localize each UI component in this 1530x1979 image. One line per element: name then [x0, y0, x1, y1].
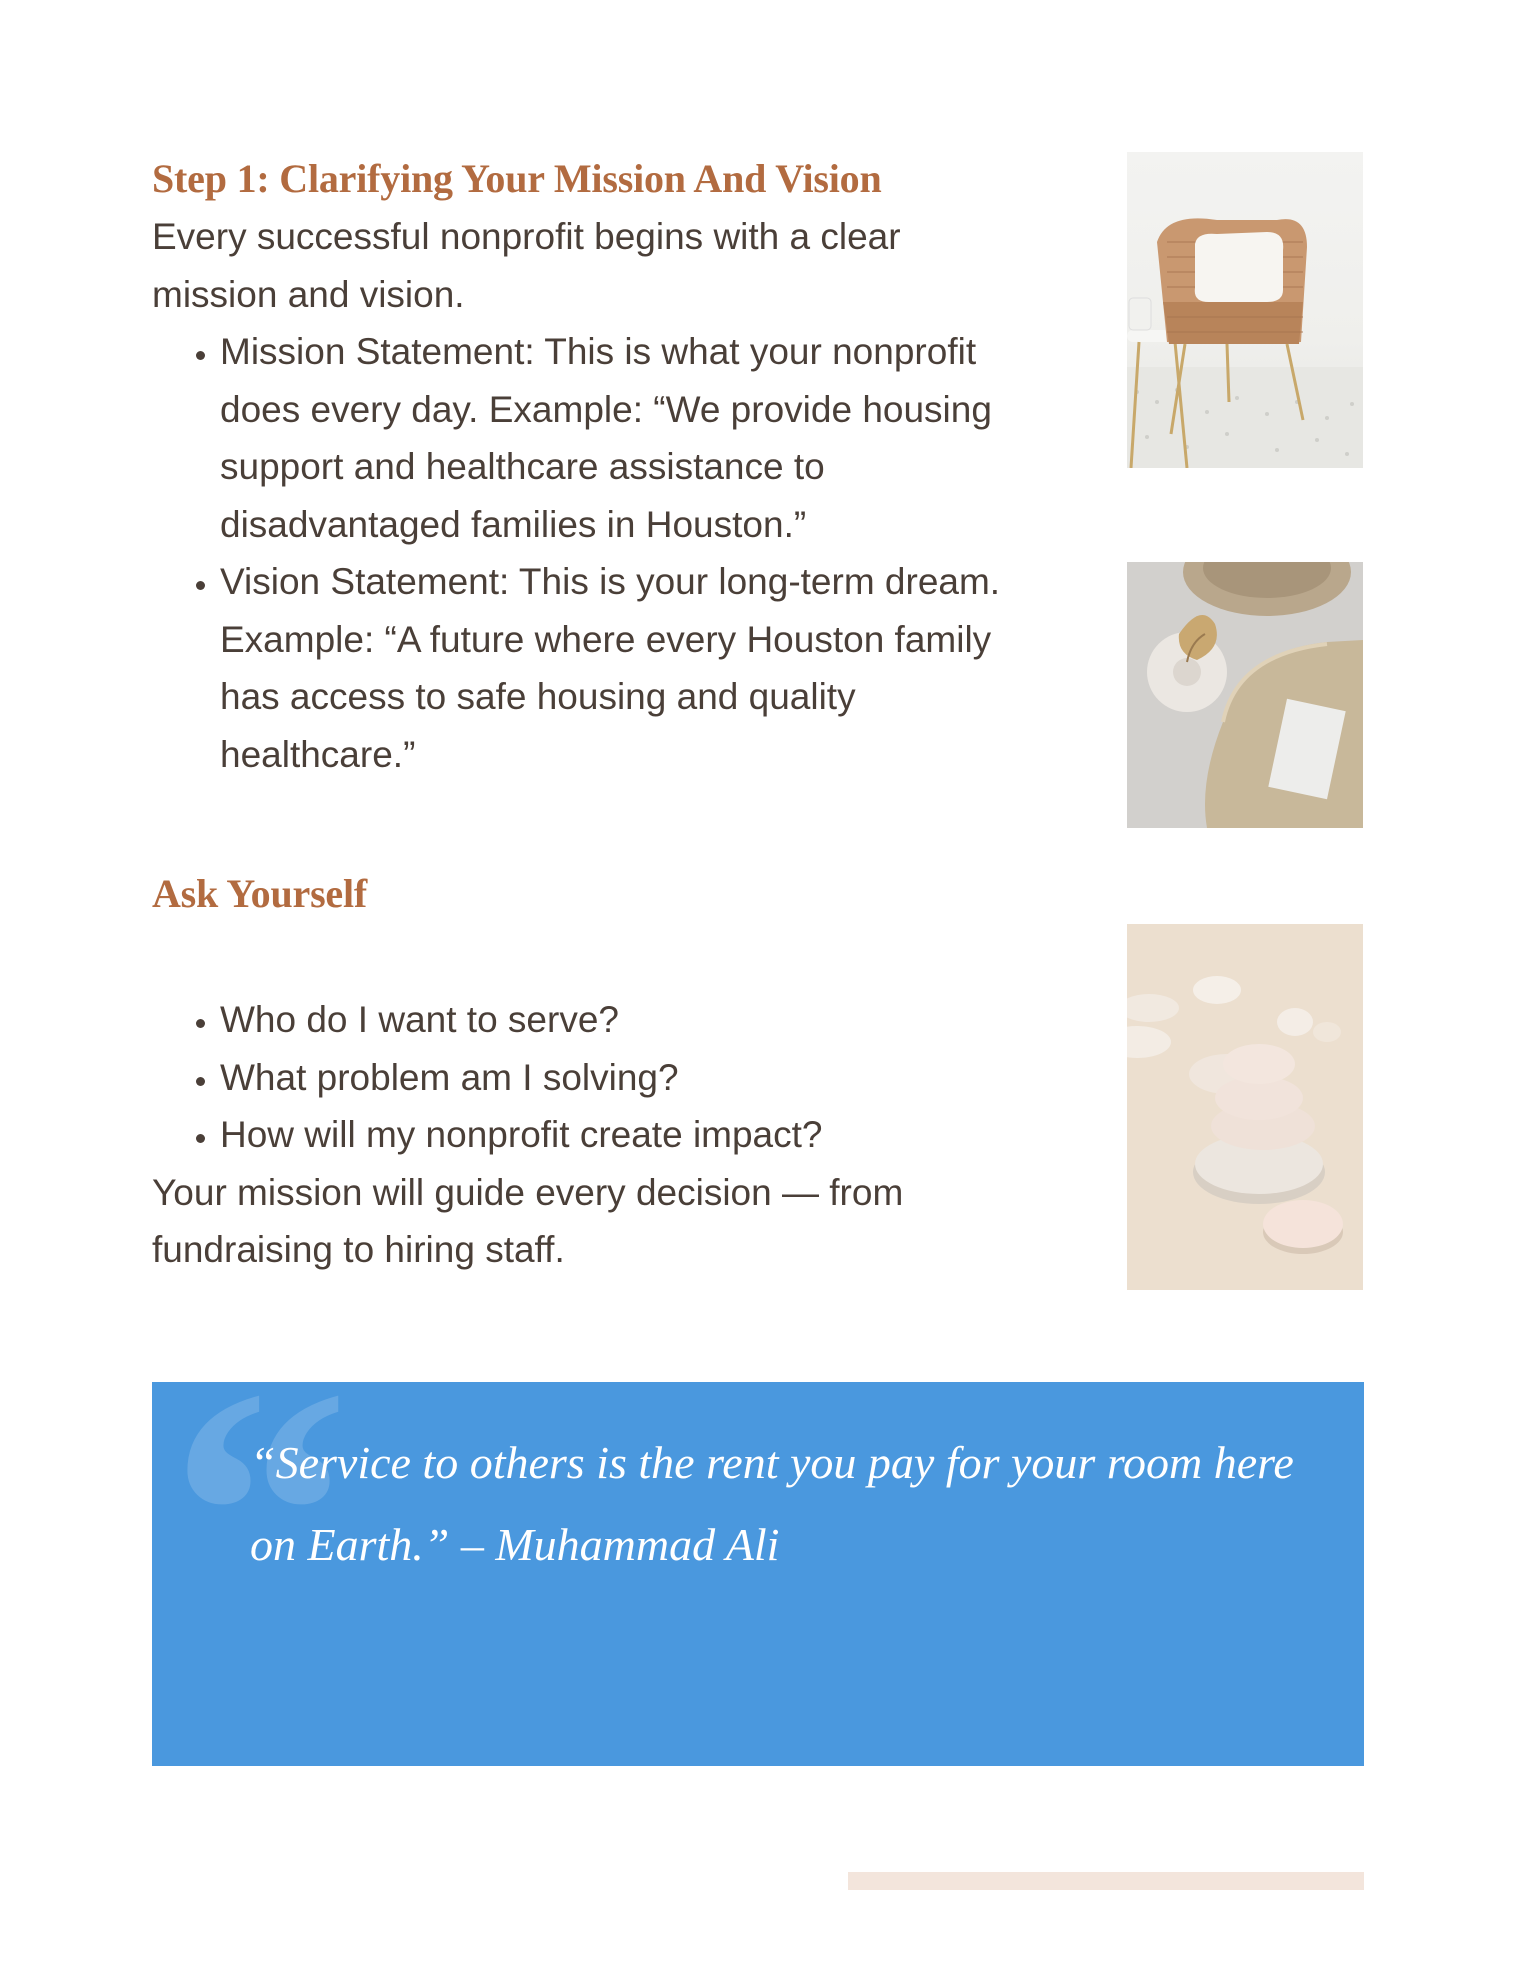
list-item-question: • Who do I want to serve?: [220, 991, 1032, 1049]
ask-yourself-list: [152, 991, 1032, 1164]
quote-box: [152, 1314, 1364, 1766]
wicker-chair-photo: [1127, 152, 1363, 468]
main-content: [152, 150, 1032, 1279]
mission-vision-list: [152, 323, 1032, 783]
list-item-vision: • Vision Statement: This is your long-term dream. Example: “A future where every Houston family has access to safe housing and quality healthcare.”: [220, 553, 1032, 783]
stone-tray-photo: [1127, 562, 1363, 828]
quote-text: “Service to others is the rent you pay for your room here on Earth.” – Muhammad Ali: [250, 1437, 1294, 1570]
intro-paragraph: Every successful nonprofit begins with a clear mission and vision.: [152, 216, 901, 315]
stacked-pebbles-photo: [1127, 924, 1363, 1290]
list-item-question: • How will my nonprofit create impact?: [220, 1106, 1032, 1164]
footer-accent-bar: [848, 1872, 1364, 1890]
list-item-mission: • Mission Statement: This is what your nonprofit does every day. Example: “We provide housing support and healthcare assistance to disadvantaged families in Houston.”: [220, 323, 1032, 553]
section-heading-ask-yourself: Ask Yourself: [152, 871, 368, 916]
section-heading-step-1: Step 1: Clarifying Your Mission And Vision: [152, 156, 882, 201]
closing-paragraph: Your mission will guide every decision — from fundraising to hiring staff.: [152, 1171, 904, 1270]
quote-mark-icon: “: [170, 1314, 350, 1713]
list-item-question: • What problem am I solving?: [220, 1049, 1032, 1107]
